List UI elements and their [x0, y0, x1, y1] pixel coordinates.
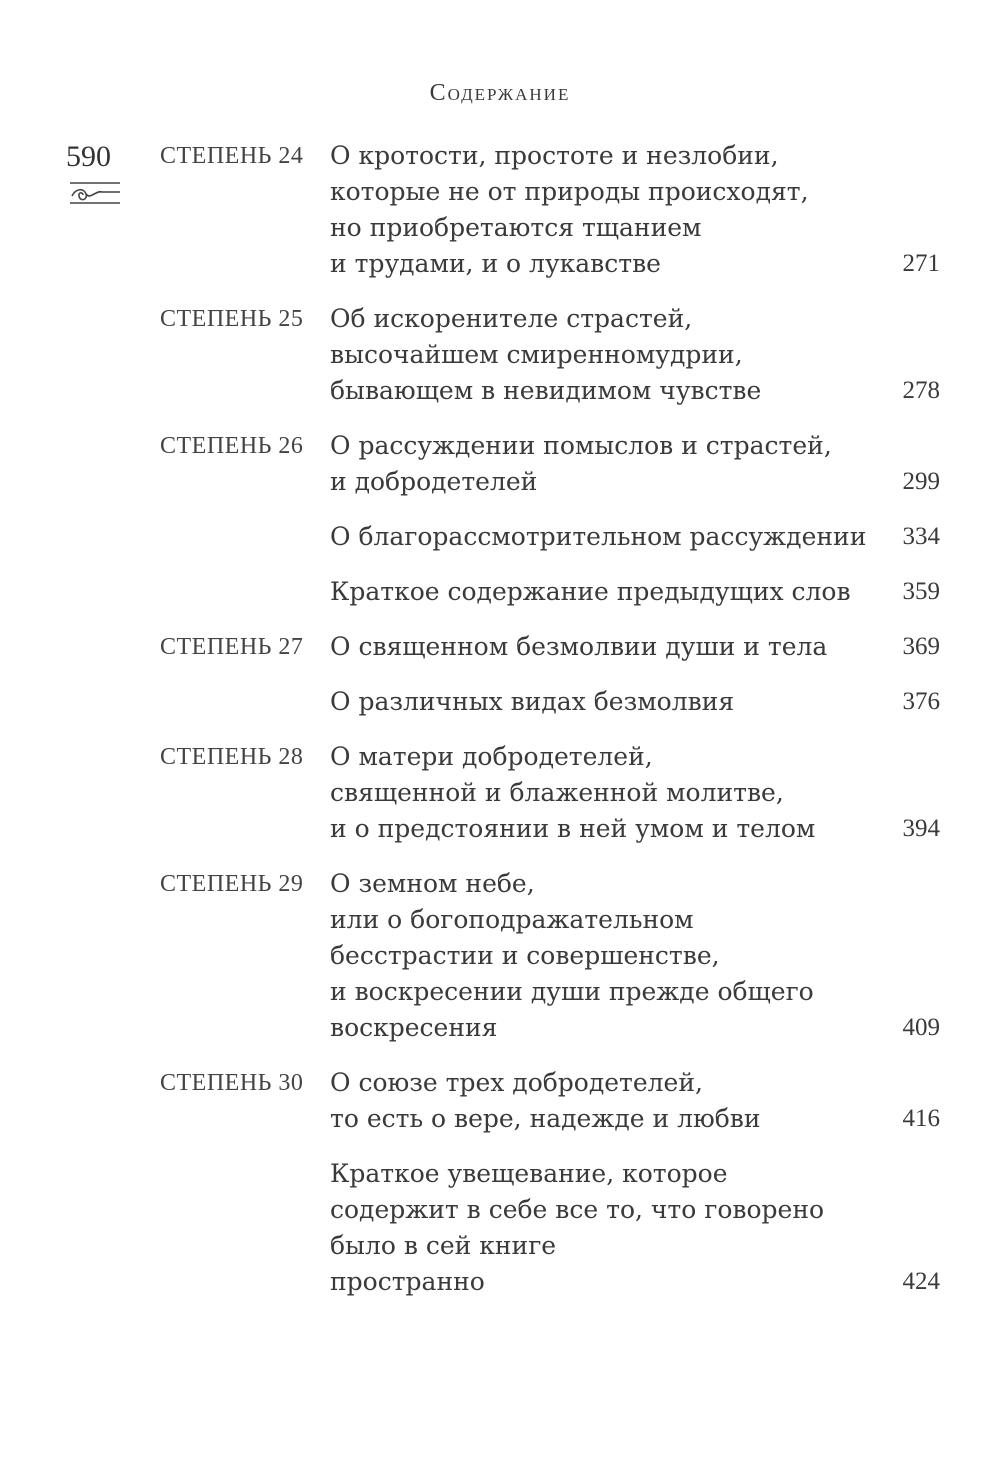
entry-page-number: 376	[902, 688, 940, 715]
title-line: и воскресении души прежде общего	[330, 977, 814, 1006]
title-line: и о предстоянии в ней умом и телом	[330, 814, 816, 843]
toc-entry	[160, 138, 940, 282]
degree-label: СТЕПЕНЬ 24	[160, 143, 304, 169]
entry-page-number: 334	[902, 523, 940, 550]
title-line: Краткое содержание предыдущих слов	[330, 577, 851, 606]
table-of-contents	[160, 138, 940, 1319]
entry-page-number: 424	[902, 1268, 940, 1295]
entry-title	[330, 428, 940, 500]
degree-label	[160, 519, 330, 555]
degree-label: СТЕПЕНЬ 25	[160, 306, 304, 332]
entry-page-number: 278	[902, 377, 940, 404]
title-line: О священном безмолвии души и тела	[330, 632, 828, 661]
title-line: воскресения	[330, 1013, 498, 1042]
toc-entry	[160, 428, 940, 500]
title-line: О благорассмотрительном рассуждении	[330, 522, 867, 551]
title-line: было в сей книге	[330, 1231, 557, 1260]
toc-entry	[160, 519, 940, 555]
degree-label	[160, 574, 330, 610]
title-line: священной и блаженной молитве,	[330, 778, 784, 807]
entry-title	[330, 684, 940, 720]
title-line: то есть о вере, надежде и любви	[330, 1104, 761, 1133]
entry-title	[330, 1156, 940, 1300]
toc-entry	[160, 866, 940, 1046]
entry-page-number: 369	[902, 633, 940, 660]
title-line: О союзе трех добродетелей,	[330, 1068, 703, 1097]
entry-page-number: 271	[902, 250, 940, 277]
entry-page-number: 416	[902, 1105, 940, 1132]
title-line: которые не от природы происходят,	[330, 177, 809, 206]
title-line: О различных видах безмолвия	[330, 687, 735, 716]
degree-label: СТЕПЕНЬ 30	[160, 1070, 304, 1096]
page-number: 590	[66, 140, 111, 173]
entry-page-number: 299	[902, 468, 940, 495]
toc-entry	[160, 739, 940, 847]
toc-entry	[160, 574, 940, 610]
toc-entry	[160, 684, 940, 720]
entry-title	[330, 301, 940, 409]
title-line: О рассуждении помыслов и страстей,	[330, 431, 832, 460]
title-line: или о богоподражательном	[330, 905, 694, 934]
title-line: бывающем в невидимом чувстве	[330, 376, 762, 405]
title-line: Краткое увещевание, которое	[330, 1159, 728, 1188]
wave-ornament-icon	[70, 180, 120, 206]
entry-page-number: 394	[902, 815, 940, 842]
title-line: бесстрастии и совершенстве,	[330, 941, 720, 970]
entry-page-number: 359	[902, 578, 940, 605]
title-line: но приобретаются тщанием	[330, 213, 702, 242]
entry-title	[330, 739, 940, 847]
entry-title	[330, 629, 940, 665]
title-line: и добродетелей	[330, 467, 538, 496]
degree-label: СТЕПЕНЬ 29	[160, 871, 304, 897]
entry-title	[330, 519, 940, 555]
title-line: содержит в себе все то, что говорено	[330, 1195, 825, 1224]
entry-page-number: 409	[902, 1014, 940, 1041]
toc-entry	[160, 1156, 940, 1300]
entry-title	[330, 1065, 940, 1137]
entry-title	[330, 138, 940, 282]
title-line: О земном небе,	[330, 869, 535, 898]
title-line: и трудами, и о лукавстве	[330, 249, 661, 278]
degree-label	[160, 684, 330, 720]
title-line: О кротости, простоте и незлобии,	[330, 141, 779, 170]
degree-label: СТЕПЕНЬ 26	[160, 433, 304, 459]
title-line: О матери добродетелей,	[330, 742, 653, 771]
degree-label: СТЕПЕНЬ 28	[160, 744, 304, 770]
toc-entry	[160, 301, 940, 409]
title-line: высочайшем смиренномудрии,	[330, 340, 743, 369]
entry-title	[330, 866, 940, 1046]
running-head: Содержание	[429, 80, 571, 106]
title-line: Об искоренителе страстей,	[330, 304, 693, 333]
toc-entry	[160, 629, 940, 665]
title-line: пространно	[330, 1267, 485, 1296]
entry-title	[330, 574, 940, 610]
degree-label	[160, 1156, 330, 1300]
degree-label: СТЕПЕНЬ 27	[160, 634, 304, 660]
toc-entry	[160, 1065, 940, 1137]
